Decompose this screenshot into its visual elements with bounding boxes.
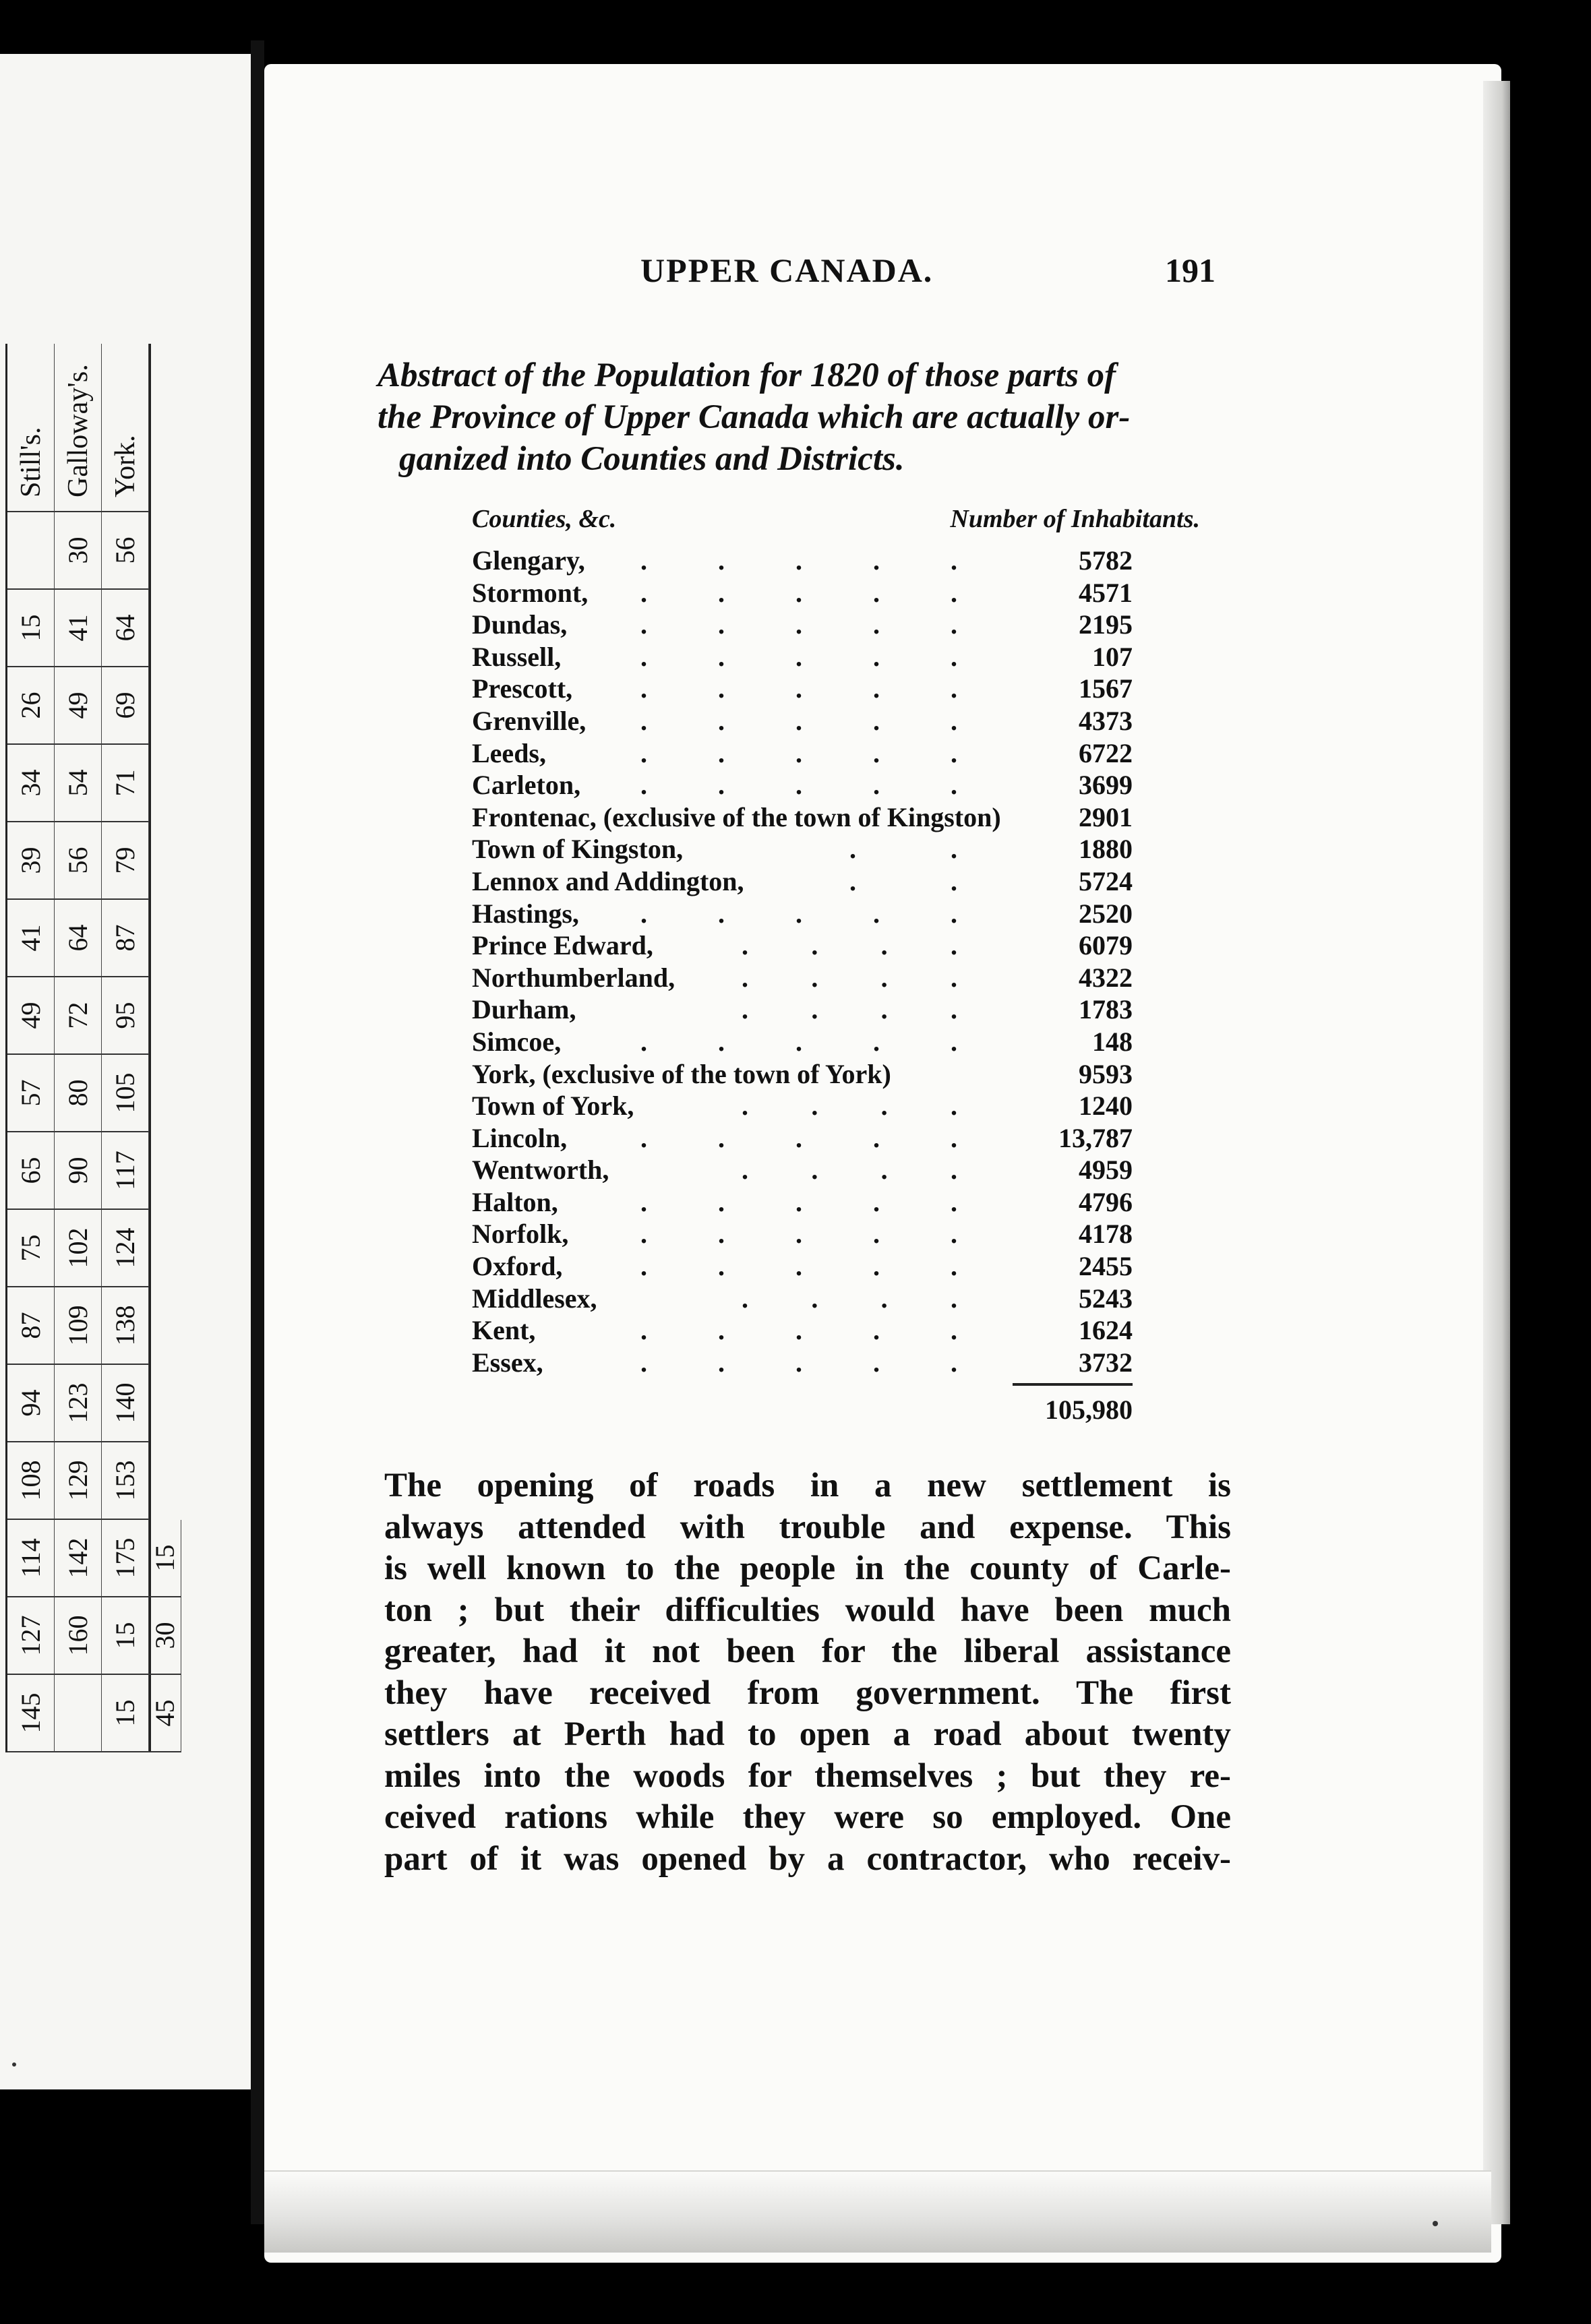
leader-dot: .	[796, 1219, 802, 1250]
leader-dots	[742, 962, 957, 994]
table-row	[472, 1186, 1133, 1219]
leader-dots	[640, 577, 957, 609]
inhabitants-value: 1624	[1079, 1315, 1133, 1346]
leader-dots	[640, 1218, 957, 1250]
leader-dots	[640, 1347, 957, 1379]
table-cell: 49	[7, 977, 55, 1055]
table-cell: 41	[55, 590, 102, 667]
table-cell: 114	[7, 1520, 55, 1597]
leader-dot: .	[880, 1283, 888, 1314]
table-cell: 45	[149, 1675, 181, 1752]
county-name: Northumberland,	[472, 962, 676, 993]
table-row	[472, 641, 1133, 673]
leader-dot: .	[951, 545, 957, 576]
total-rule	[1013, 1383, 1133, 1386]
leader-dot: .	[640, 545, 647, 576]
county-name: Lennox and Addington,	[472, 865, 744, 896]
table-cell: 160	[55, 1597, 102, 1675]
leader-dot: .	[718, 1122, 725, 1153]
county-name: Grenville,	[472, 705, 587, 736]
leader-dot: .	[873, 1251, 880, 1282]
leader-dots	[742, 1283, 957, 1315]
county-name: Hastings,	[472, 898, 579, 929]
body-line: is well known to the people in the county of Carle-	[384, 1550, 1231, 1587]
table-row	[472, 898, 1133, 930]
inhabitants-value: 6079	[1079, 930, 1133, 961]
leader-dot: .	[950, 1155, 957, 1186]
table-row	[472, 673, 1133, 705]
leader-dot: .	[951, 1122, 957, 1153]
leader-dots	[742, 929, 957, 962]
leader-dot: .	[640, 1186, 647, 1217]
county-name: Glengary,	[472, 545, 585, 576]
leader-dot: .	[811, 930, 818, 961]
leader-dot: .	[811, 1155, 818, 1186]
county-name: Russell,	[472, 641, 562, 672]
table-row	[472, 1250, 1133, 1283]
table-cell: 127	[7, 1597, 55, 1675]
leader-dot: .	[880, 930, 888, 961]
table-cell: 175	[102, 1520, 149, 1597]
inhabitants-value: 5243	[1079, 1283, 1133, 1314]
leader-dot: .	[951, 641, 957, 672]
leader-dot: .	[796, 737, 802, 768]
leader-dot: .	[873, 577, 880, 608]
leader-dot: .	[718, 1315, 725, 1346]
inhabitants-value: 148	[1092, 1026, 1133, 1057]
table-cell: 72	[55, 977, 102, 1055]
leader-dot: .	[640, 705, 647, 736]
table-row	[472, 1347, 1133, 1379]
leader-dot: .	[951, 834, 957, 865]
leader-dot: .	[873, 673, 880, 704]
table-cell: 108	[7, 1442, 55, 1520]
table-cell	[7, 512, 55, 590]
leader-dot: .	[796, 641, 802, 672]
leader-dot: .	[811, 1283, 818, 1314]
inhabitants-value: 4373	[1079, 705, 1133, 736]
county-name: Frontenac, (exclusive of the town of Kingston)	[472, 801, 1001, 832]
leader-dots	[640, 1122, 957, 1155]
leader-dot: .	[640, 1219, 647, 1250]
leader-dots	[640, 1314, 957, 1347]
leader-dot: .	[951, 770, 957, 801]
leader-dot: .	[796, 898, 802, 929]
table-cell: 64	[102, 590, 149, 667]
leader-dots	[640, 769, 957, 801]
leader-dot: .	[873, 737, 880, 768]
inhabitants-value: 2520	[1079, 898, 1133, 929]
table-cell: 87	[102, 900, 149, 977]
leader-dot: .	[873, 1026, 880, 1057]
leader-dot: .	[950, 962, 957, 993]
leader-dot: .	[640, 1347, 647, 1378]
table-cell: 123	[55, 1365, 102, 1442]
leader-dots	[640, 545, 957, 577]
table-cell: 140	[102, 1365, 149, 1442]
leader-dot: .	[796, 770, 802, 801]
leader-dot: .	[880, 1091, 888, 1122]
table-row	[472, 1283, 1133, 1315]
inhabitants-value: 2901	[1079, 801, 1133, 832]
inhabitants-value: 2455	[1079, 1251, 1133, 1282]
table-cell: 56	[102, 512, 149, 590]
table-row	[472, 1314, 1133, 1347]
leader-dot: .	[796, 1347, 802, 1378]
leader-dot: .	[640, 577, 647, 608]
leader-dot: .	[742, 962, 748, 993]
inhabitants-value: 107	[1092, 641, 1133, 672]
leader-dot: .	[640, 673, 647, 704]
inhabitants-value: 3699	[1079, 770, 1133, 801]
leader-dot: .	[796, 1315, 802, 1346]
table-cell: 102	[55, 1210, 102, 1287]
leader-dot: .	[718, 1186, 725, 1217]
county-name: Essex,	[472, 1347, 543, 1378]
table-cell: 26	[7, 667, 55, 745]
county-name: Kent,	[472, 1315, 536, 1346]
inhabitants-value: 4959	[1079, 1155, 1133, 1186]
county-name: Stormont,	[472, 577, 589, 608]
table-header-label: York.	[102, 344, 149, 512]
leader-dot: .	[640, 1315, 647, 1346]
leader-dot: .	[796, 1251, 802, 1282]
page-edge-bottom	[264, 2170, 1491, 2253]
county-name: Halton,	[472, 1186, 558, 1217]
leader-dots	[640, 673, 957, 705]
body-line: miles into the woods for themselves ; but they re-	[384, 1756, 1231, 1795]
county-name: Norfolk,	[472, 1219, 569, 1250]
table-cell: 117	[102, 1132, 149, 1210]
table-cell: 64	[55, 900, 102, 977]
column-header-inhabitants: Number of Inhabitants.	[950, 505, 1200, 533]
table-cell: 109	[55, 1287, 102, 1365]
county-name: Carleton,	[472, 770, 581, 801]
leader-dots	[849, 833, 957, 865]
table-cell: 39	[7, 822, 55, 900]
leader-dot: .	[811, 962, 818, 993]
leader-dot: .	[951, 1251, 957, 1282]
leader-dot: .	[796, 705, 802, 736]
leader-dots	[640, 1026, 957, 1058]
leader-dot: .	[718, 705, 725, 736]
table-row	[472, 1154, 1133, 1186]
title-line: ganized into Counties and Districts.	[399, 440, 905, 478]
leader-dot: .	[873, 1186, 880, 1217]
county-name: Prince Edward,	[472, 930, 653, 961]
leader-dots	[742, 1090, 957, 1122]
table-header-label: Still's.	[7, 344, 55, 512]
leader-dot: .	[873, 705, 880, 736]
inhabitants-value: 5782	[1079, 545, 1133, 576]
body-line: always attended with trouble and expense. This	[384, 1508, 1231, 1546]
leader-dot: .	[640, 1122, 647, 1153]
leader-dots	[640, 641, 957, 673]
leader-dot: .	[718, 1347, 725, 1378]
title-line: the Province of Upper Canada which are actually or-	[378, 398, 1131, 436]
table-cell: 80	[55, 1055, 102, 1132]
leader-dot: .	[796, 609, 802, 640]
county-name: Durham,	[472, 994, 576, 1025]
leader-dot: .	[742, 1091, 748, 1122]
county-name: Oxford,	[472, 1251, 563, 1282]
leader-dot: .	[796, 1122, 802, 1153]
table-row	[472, 1058, 1133, 1091]
leader-dot: .	[742, 994, 748, 1025]
table-header	[472, 504, 1200, 538]
table-cell: 65	[7, 1132, 55, 1210]
leader-dot: .	[849, 865, 856, 896]
county-name: Town of York,	[472, 1091, 634, 1122]
table-cell: 105	[102, 1055, 149, 1132]
table-cell: 30	[55, 512, 102, 590]
table-cell: 71	[102, 745, 149, 822]
table-cell: 87	[7, 1287, 55, 1365]
leader-dot: .	[950, 930, 957, 961]
leader-dot: .	[873, 1347, 880, 1378]
leader-dots	[742, 993, 957, 1026]
leader-dot: .	[873, 770, 880, 801]
county-name: Wentworth,	[472, 1155, 609, 1186]
table-row	[472, 929, 1133, 962]
leader-dot: .	[742, 1155, 748, 1186]
table-row	[472, 801, 1133, 834]
table-row	[472, 1218, 1133, 1250]
table-cell	[55, 1675, 102, 1752]
leader-dot: .	[873, 641, 880, 672]
leader-dot: .	[718, 641, 725, 672]
leader-dot: .	[951, 1315, 957, 1346]
leader-dot: .	[873, 545, 880, 576]
page-number: 191	[1165, 251, 1215, 289]
body-line: they have received from government. The first	[384, 1674, 1231, 1712]
population-total: 105,980	[1045, 1395, 1133, 1425]
table-row	[472, 833, 1133, 865]
county-name: Prescott,	[472, 673, 573, 704]
leader-dot: .	[950, 1091, 957, 1122]
inhabitants-value: 1880	[1079, 834, 1133, 865]
leader-dot: .	[873, 1219, 880, 1250]
table-cell: 15	[149, 1520, 181, 1597]
table-row	[472, 737, 1133, 770]
table-cell: 142	[55, 1520, 102, 1597]
table-cell: 56	[55, 822, 102, 900]
body-line: The opening of roads in a new settlement is	[384, 1467, 1231, 1504]
inhabitants-value: 1240	[1079, 1091, 1133, 1122]
table-cell: 124	[102, 1210, 149, 1287]
table-cell: 69	[102, 667, 149, 745]
county-name: Simcoe,	[472, 1026, 562, 1057]
leader-dot: .	[718, 1026, 725, 1057]
leader-dot: .	[849, 834, 856, 865]
table-cell: 54	[55, 745, 102, 822]
leader-dot: .	[950, 994, 957, 1025]
leader-dot: .	[873, 1122, 880, 1153]
table-row	[472, 705, 1133, 737]
leader-dot: .	[951, 705, 957, 736]
leader-dot: .	[640, 770, 647, 801]
leader-dot: .	[796, 1186, 802, 1217]
table-cell: 15	[102, 1675, 149, 1752]
leader-dots	[849, 865, 957, 898]
leader-dot: .	[796, 577, 802, 608]
leader-dot: .	[742, 1283, 748, 1314]
running-head: UPPER CANADA.	[640, 251, 934, 289]
inhabitants-value: 4322	[1079, 962, 1133, 993]
ink-speck	[1433, 2221, 1438, 2226]
table-cell: 138	[102, 1287, 149, 1365]
column-header-counties: Counties, &c.	[472, 505, 617, 533]
leader-dot: .	[951, 865, 957, 896]
leader-dots	[742, 1154, 957, 1186]
inhabitants-value: 1783	[1079, 994, 1133, 1025]
table-cell: 15	[7, 590, 55, 667]
leader-dot: .	[718, 1219, 725, 1250]
county-name: Town of Kingston,	[472, 834, 684, 865]
inhabitants-value: 1567	[1079, 673, 1133, 704]
leader-dot: .	[951, 1026, 957, 1057]
table-cell: 95	[102, 977, 149, 1055]
leader-dot: .	[951, 1347, 957, 1378]
leader-dot: .	[951, 1219, 957, 1250]
leader-dots	[640, 705, 957, 737]
county-name: Leeds,	[472, 737, 546, 768]
county-name: Dundas,	[472, 609, 568, 640]
leader-dot: .	[640, 898, 647, 929]
leader-dot: .	[951, 1186, 957, 1217]
inhabitants-value: 3732	[1079, 1347, 1133, 1378]
leader-dot: .	[880, 1155, 888, 1186]
leader-dot: .	[640, 737, 647, 768]
table-cell: 49	[55, 667, 102, 745]
body-line: part of it was opened by a contractor, who receiv-	[384, 1839, 1231, 1878]
leader-dot: .	[873, 898, 880, 929]
table-cell: 90	[55, 1132, 102, 1210]
distance-table-fragment	[5, 344, 180, 1752]
table-cell: 75	[7, 1210, 55, 1287]
table-row	[472, 609, 1133, 641]
leader-dots	[640, 737, 957, 770]
table-cell: 129	[55, 1442, 102, 1520]
table-cell: 57	[7, 1055, 55, 1132]
table-cell: 34	[7, 745, 55, 822]
leader-dot: .	[718, 609, 725, 640]
leader-dot: .	[951, 737, 957, 768]
leader-dot: .	[718, 545, 725, 576]
leader-dot: .	[873, 1315, 880, 1346]
leader-dot: .	[951, 673, 957, 704]
leader-dot: .	[718, 1251, 725, 1282]
table-row	[472, 577, 1133, 609]
table-row	[472, 1122, 1133, 1155]
distance-table-grid	[5, 344, 180, 1752]
inhabitants-value: 4571	[1079, 577, 1133, 608]
table-row	[472, 1026, 1133, 1058]
inhabitants-value: 9593	[1079, 1058, 1133, 1089]
leader-dot: .	[796, 673, 802, 704]
table-row	[472, 865, 1133, 898]
table-cell: 30	[149, 1597, 181, 1675]
leader-dot: .	[640, 1251, 647, 1282]
leader-dot: .	[640, 1026, 647, 1057]
table-row	[472, 1090, 1133, 1122]
leader-dot: .	[950, 1283, 957, 1314]
leader-dot: .	[880, 962, 888, 993]
table-row	[472, 769, 1133, 801]
leader-dot: .	[718, 770, 725, 801]
body-line: ceived rations while they were so employed. One	[384, 1798, 1231, 1836]
table-cell: 79	[102, 822, 149, 900]
inhabitants-value: 4178	[1079, 1219, 1133, 1250]
leader-dot: .	[718, 673, 725, 704]
table-cell: 145	[7, 1675, 55, 1752]
inhabitants-value: 2195	[1079, 609, 1133, 640]
body-line: settlers at Perth had to open a road about twenty	[384, 1715, 1231, 1753]
leader-dot: .	[640, 609, 647, 640]
table-cell: 153	[102, 1442, 149, 1520]
leader-dot: .	[640, 641, 647, 672]
body-line: ton ; but their difficulties would have been much	[384, 1591, 1231, 1629]
table-row	[472, 545, 1133, 577]
county-name: York, (exclusive of the town of York)	[472, 1058, 891, 1089]
leader-dot: .	[796, 1026, 802, 1057]
leader-dots	[640, 609, 957, 641]
gutter	[251, 40, 264, 2224]
inhabitants-value: 5724	[1079, 865, 1133, 896]
county-name: Middlesex,	[472, 1283, 597, 1314]
body-paragraph	[384, 1465, 1231, 1880]
leader-dot: .	[811, 994, 818, 1025]
leader-dot: .	[880, 994, 888, 1025]
inhabitants-value: 4796	[1079, 1186, 1133, 1217]
leader-dots	[640, 898, 957, 930]
table-header-label: Galloway's.	[55, 344, 102, 512]
leader-dot: .	[718, 577, 725, 608]
leader-dot: .	[796, 545, 802, 576]
leader-dots	[640, 1250, 957, 1283]
leader-dot: .	[873, 609, 880, 640]
county-name: Lincoln,	[472, 1122, 568, 1153]
table-title	[378, 355, 1247, 480]
leader-dot: .	[718, 898, 725, 929]
leader-dot: .	[951, 577, 957, 608]
leader-dot: .	[742, 930, 748, 961]
population-table	[472, 545, 1133, 1378]
table-cell: 15	[102, 1597, 149, 1675]
leader-dot: .	[718, 737, 725, 768]
leader-dot: .	[951, 898, 957, 929]
title-line: Abstract of the Population for 1820 of those parts of	[378, 357, 1116, 394]
body-line: greater, had it not been for the liberal assistance	[384, 1632, 1231, 1670]
leader-dot: .	[951, 609, 957, 640]
table-row	[472, 993, 1133, 1026]
leader-dots	[640, 1186, 957, 1219]
inhabitants-value: 6722	[1079, 737, 1133, 768]
ink-speck	[12, 2062, 16, 2067]
table-cell: 94	[7, 1365, 55, 1442]
page-edge-right	[1483, 81, 1510, 2224]
inhabitants-value: 13,787	[1058, 1122, 1133, 1153]
leader-dot: .	[811, 1091, 818, 1122]
table-cell: 41	[7, 900, 55, 977]
table-row	[472, 962, 1133, 994]
